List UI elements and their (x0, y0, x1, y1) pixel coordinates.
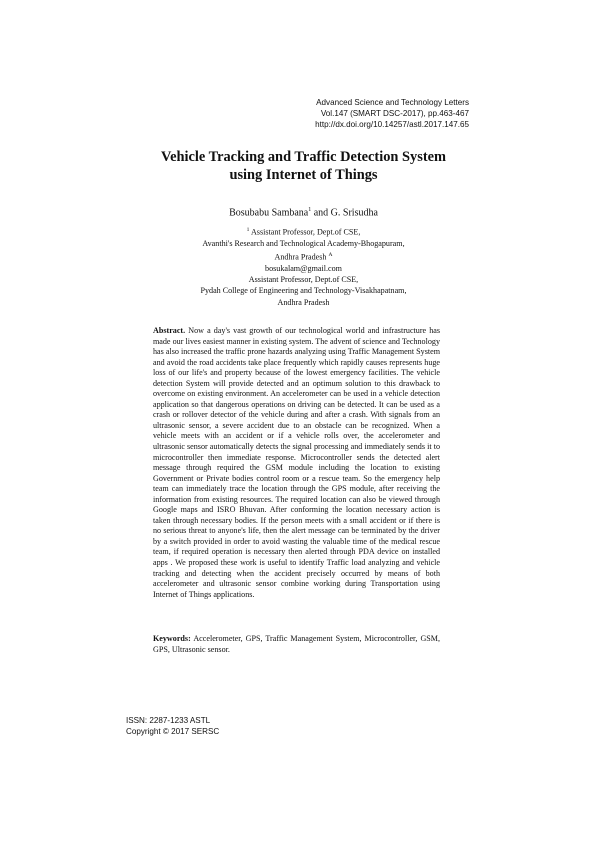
page-footer (126, 715, 219, 737)
abstract-label: Abstract. (153, 326, 186, 335)
affiliation-line-7: Andhra Pradesh (277, 297, 330, 307)
paper-title (100, 148, 507, 184)
keywords (153, 634, 440, 655)
affiliation-line-5: Assistant Professor, Dept.of CSE, (248, 275, 359, 284)
author-2-name: and G. Srisudha (311, 207, 378, 219)
author-1-name: Bosubabu Sambana (229, 207, 309, 219)
affiliation-line-1: $^1$ Assistant Professor, Dept.of CSE, (246, 227, 361, 237)
journal-name: Advanced Science and Technology Letters (316, 98, 469, 107)
title-line-1: Vehicle Tracking and Traffic Detection System (161, 149, 446, 165)
journal-volume: Vol.147 (SMART DSC-2017), pp.463-467 (320, 109, 469, 118)
affiliation-marker: 1 (246, 227, 250, 233)
keywords-label: Keywords: (153, 634, 191, 643)
abstract (153, 326, 440, 600)
journal-doi-link[interactable]: http://dx.doi.org/10.14257/astl.2017.147.65 (315, 120, 469, 129)
author-1-marker: 1 (308, 207, 312, 213)
affiliation-line-2: Avanthi's Research and Technological Academy-Bhogapuram, (202, 239, 405, 249)
affiliation-line-3: Andhra Pradesh $^A$ (274, 251, 333, 262)
author-list (100, 204, 507, 219)
affiliation-line-6: Pydah College of Engineering and Technology-Visakhapatnam, (200, 286, 407, 296)
keywords-text: Accelerometer, GPS, Traffic Management System, Microcontroller, GSM, GPS, Ultrasonic sensor. (153, 634, 441, 654)
abstract-text: Now a day's vast growth of our technological world and infrastructure has made our lives easiest manner in existing system. The advent of science and Technology has also increased the traffic prone hazards analyzing using Traffic Management System and avoid the road accidents take place frequently which rapidly causes represents huge loss of our life's and property because of the lowest emergency facilities. The vehicle detection System will provide detected and an optimum solution to this drawback to overcome on existing environment. An accelerometer can be used in a vehicle detection application so that dangerous operations on driving can be detected. It can be used as a crash or rollover detector of the vehicle during and after a crash. With signals from an ultrasonic sensor, a severe accident due to an obstacle can be recognized. When a vehicle meets with an accident or if a vehicle rolls over, the accelerometer and ultrasonic sensor automatically detects the signal processing and immediately sends it to microcontroller then immediate response. Microcontroller sends the detected alert message through required the GSM module including the location to existing Government or Private bodies control room or a rescue team. So the emergency help team can immediately trace the location through the GPS module, after receiving the information from existing resources. The required location can also be viewed through Google maps and ISRO Bhuvan. After conforming the location necessary action is taken through necessary bodies. If the person meets with a small accident or if there is no serious threat to anyone's life, then the alert message can be terminated by the driver by a switch provided in order to avoid wasting the valuable time of the medical rescue team, if required operation is necessary then alerted through PDA device on installed apps . We proposed these work is useful to identify Traffic load analyzing and vehicle tracking and detecting when the accident precisely occurred by means of both accelerometer and ultrasonic sensor combine working during Transportation using Internet of Things applications. (153, 326, 440, 599)
title-line-2: using Internet of Things (229, 167, 378, 183)
journal-header (315, 97, 469, 130)
author-email-link[interactable]: bosukalam@gmail.com (265, 263, 342, 273)
footer-issn: ISSN: 2287-1233 ASTL (126, 716, 211, 725)
affiliation-line-3-marker: A (328, 251, 333, 258)
affiliations (100, 225, 507, 308)
footer-copyright: Copyright © 2017 SERSC (126, 727, 220, 736)
